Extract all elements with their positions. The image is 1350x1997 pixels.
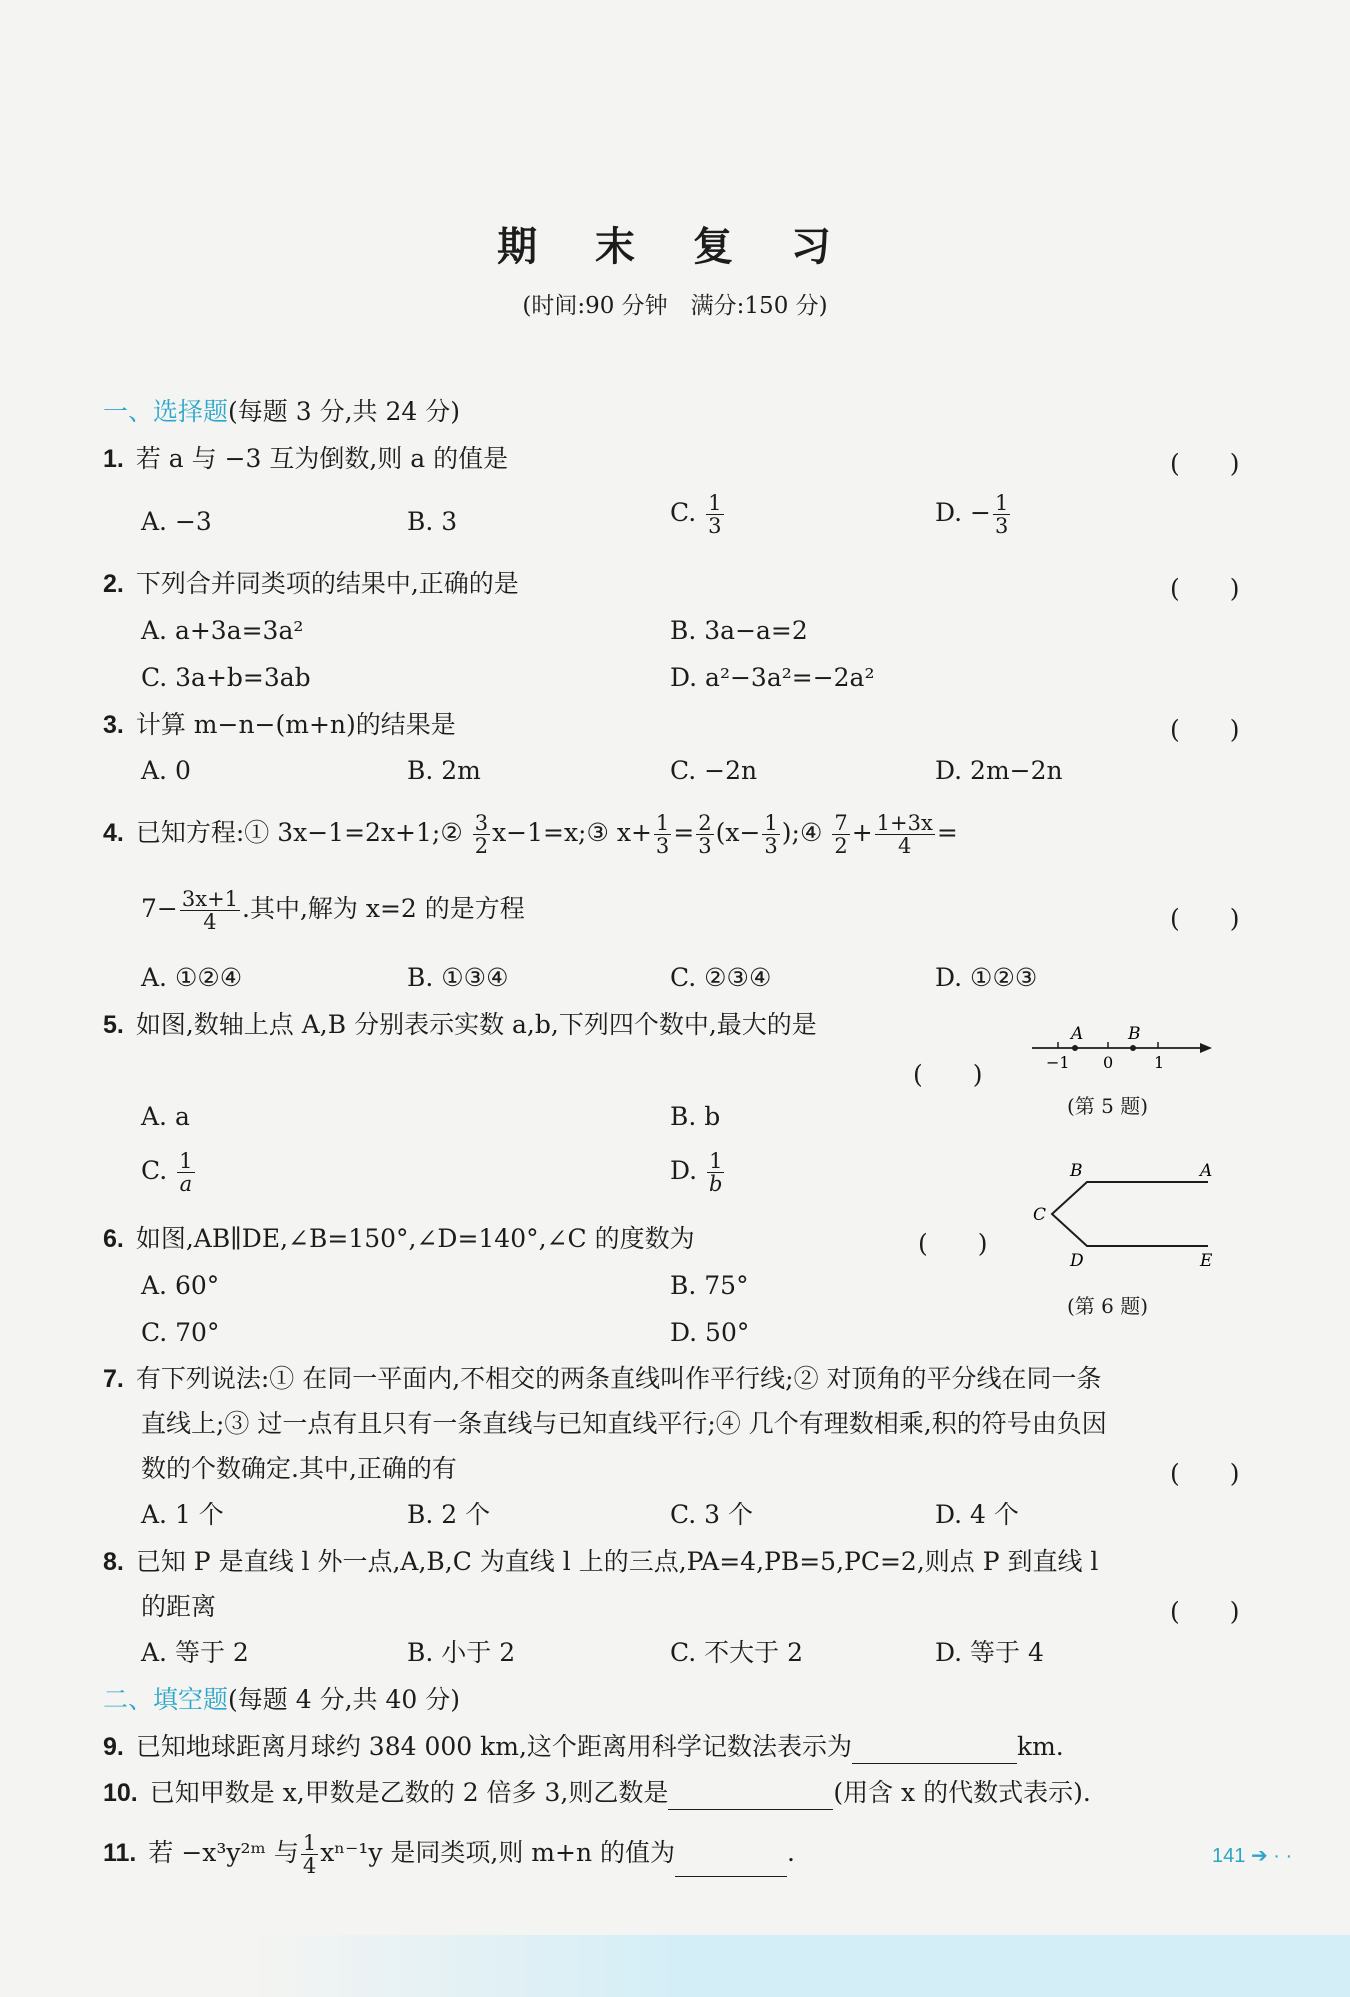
option-d[interactable]: D. a²−3a²=−2a² xyxy=(670,663,875,692)
answer-bracket[interactable]: ( ) xyxy=(913,1060,983,1089)
figure-caption: (第 6 题) xyxy=(1067,1294,1149,1318)
question-10 xyxy=(103,1776,1091,1810)
question-text: 若 −x³y²ᵐ 与 xyxy=(148,1838,299,1867)
fraction xyxy=(832,812,849,857)
denominator: 4 xyxy=(898,834,912,858)
answer-blank[interactable] xyxy=(852,1737,1017,1764)
fraction xyxy=(706,492,723,537)
option-b[interactable]: B. 3a−a=2 xyxy=(670,616,808,645)
numerator: 1 xyxy=(995,491,1009,515)
question-number: 4. xyxy=(103,819,124,847)
question-text: 如图,数轴上点 A,B 分别表示实数 a,b,下列四个数中,最大的是 xyxy=(135,1010,817,1039)
question-text: xⁿ⁻¹y 是同类项,则 m+n 的值为 xyxy=(320,1838,676,1867)
question-7-line-2: 直线上;③ 过一点有且只有一条直线与已知直线平行;④ 几个有理数相乘,积的符号由负因 xyxy=(141,1409,1107,1438)
numerator: 1+3x xyxy=(876,811,933,835)
section-label: 一、选择题 xyxy=(103,397,229,426)
question-text: = xyxy=(673,818,695,847)
label-one: 1 xyxy=(1154,1053,1165,1072)
option-label: C. xyxy=(670,498,697,527)
answer-bracket[interactable]: ( ) xyxy=(1170,904,1240,933)
question-4-line-2 xyxy=(141,888,525,933)
option-d[interactable]: D. 2m−2n xyxy=(935,756,1063,785)
option-d[interactable]: D. 等于 4 xyxy=(935,1638,1044,1667)
question-text: );④ xyxy=(781,818,831,847)
question-3 xyxy=(103,708,456,742)
denominator: 4 xyxy=(203,910,217,934)
option-a[interactable]: A. ①②④ xyxy=(141,963,243,992)
section-note: (每题 3 分,共 24 分) xyxy=(228,397,460,426)
section-heading-fill xyxy=(103,1683,460,1717)
question-number: 8. xyxy=(103,1548,124,1576)
fraction xyxy=(473,812,490,857)
numerator: 7 xyxy=(834,811,848,835)
page-title: 期 末 复 习 xyxy=(497,223,853,270)
point-a xyxy=(1072,1045,1078,1051)
option-b[interactable]: B. 小于 2 xyxy=(407,1638,516,1667)
question-text: .其中,解为 x=2 的是方程 xyxy=(242,894,525,923)
option-d[interactable]: D. 50° xyxy=(670,1318,750,1347)
question-2 xyxy=(103,567,519,601)
denominator: 4 xyxy=(302,1854,317,1878)
option-b[interactable]: B. b xyxy=(670,1102,721,1131)
question-6 xyxy=(103,1222,695,1256)
question-7-line-3: 数的个数确定.其中,正确的有 xyxy=(141,1454,457,1483)
question-text: 若 a 与 −3 互为倒数,则 a 的值是 xyxy=(135,444,509,473)
question-text: 已知方程:① 3x−1=2x+1;② xyxy=(135,818,471,847)
option-d[interactable] xyxy=(935,492,1012,537)
question-5 xyxy=(103,1008,817,1042)
parallel-lines-figure xyxy=(1025,1160,1225,1280)
numerator: 2 xyxy=(698,811,712,835)
question-number: 6. xyxy=(103,1225,124,1253)
label-e: E xyxy=(1200,1251,1213,1271)
question-text: 如图,AB∥DE,∠B=150°,∠D=140°,∠C 的度数为 xyxy=(135,1224,695,1253)
section-note: (每题 4 分,共 40 分) xyxy=(228,1685,460,1714)
option-a[interactable]: A. 等于 2 xyxy=(141,1638,249,1667)
option-c[interactable] xyxy=(141,1150,197,1195)
question-11 xyxy=(103,1832,795,1877)
question-text: 有下列说法:① 在同一平面内,不相交的两条直线叫作平行线;② 对顶角的平分线在同一条 xyxy=(135,1364,1102,1393)
question-number: 2. xyxy=(103,570,124,598)
question-number: 3. xyxy=(103,711,124,739)
option-label: D. xyxy=(670,1156,698,1185)
label-b: B xyxy=(1128,1024,1141,1044)
fraction xyxy=(654,812,671,857)
section-label: 二、填空题 xyxy=(103,1685,229,1714)
answer-blank[interactable] xyxy=(668,1783,833,1810)
question-text: 下列合并同类项的结果中,正确的是 xyxy=(135,569,519,598)
footer-band xyxy=(250,1935,1350,1997)
option-a[interactable]: A. 1 个 xyxy=(141,1500,224,1529)
answer-bracket[interactable]: ( ) xyxy=(1170,715,1240,744)
question-text: x−1=x;③ x+ xyxy=(492,818,652,847)
option-c[interactable]: C. 70° xyxy=(141,1318,220,1347)
question-8-line-1 xyxy=(103,1545,1098,1579)
option-c[interactable]: C. 不大于 2 xyxy=(670,1638,803,1667)
option-b[interactable]: B. 3 xyxy=(407,507,458,536)
label-d: D xyxy=(1070,1251,1084,1271)
arrow-icon: ➔ · · xyxy=(1250,1845,1293,1867)
fraction xyxy=(875,812,935,857)
label-a: A xyxy=(1200,1161,1213,1181)
question-text: = xyxy=(936,818,958,847)
fraction xyxy=(762,812,779,857)
option-b[interactable]: B. 2m xyxy=(407,756,481,785)
denominator: 3 xyxy=(698,834,712,858)
option-a[interactable]: A. a xyxy=(141,1102,190,1131)
option-a[interactable]: A. −3 xyxy=(141,507,212,536)
option-a[interactable]: A. 0 xyxy=(141,756,191,785)
answer-bracket[interactable]: ( ) xyxy=(1170,1597,1240,1626)
denominator: 3 xyxy=(995,514,1009,538)
option-label: D. − xyxy=(935,498,991,527)
question-text-tail: . xyxy=(787,1838,795,1867)
question-text: 已知 P 是直线 l 外一点,A,B,C 为直线 l 上的三点,PA=4,PB=5,PC=2,则点 P 到直线 l xyxy=(135,1547,1099,1576)
numerator: 1 xyxy=(179,1149,193,1173)
angle-path xyxy=(1052,1182,1208,1246)
denominator: 3 xyxy=(655,834,670,858)
question-number: 1. xyxy=(103,445,124,473)
number-line-figure xyxy=(1030,1020,1215,1075)
option-a[interactable]: A. a+3a=3a² xyxy=(141,616,304,645)
option-c[interactable]: C. −2n xyxy=(670,756,758,785)
denominator: a xyxy=(179,1172,193,1196)
fraction xyxy=(180,888,240,933)
option-d[interactable]: D. 4 个 xyxy=(935,1500,1019,1529)
section-heading-choice xyxy=(103,395,460,429)
question-9 xyxy=(103,1730,1064,1764)
fraction xyxy=(301,1832,318,1877)
page-number xyxy=(1212,1843,1292,1868)
answer-bracket[interactable]: ( ) xyxy=(1170,449,1240,478)
answer-bracket[interactable]: ( ) xyxy=(1170,1459,1240,1488)
question-text: 已知地球距离月球约 384 000 km,这个距离用科学记数法表示为 xyxy=(135,1732,852,1761)
question-number: 10. xyxy=(103,1779,138,1807)
denominator: b xyxy=(709,1172,723,1196)
option-c[interactable] xyxy=(670,492,726,537)
label-a: A xyxy=(1071,1024,1084,1044)
unit-text: km. xyxy=(1016,1732,1064,1761)
option-c[interactable]: C. ②③④ xyxy=(670,963,772,992)
answer-bracket[interactable]: ( ) xyxy=(918,1229,988,1258)
question-8-line-2: 的距离 xyxy=(141,1592,217,1621)
fraction xyxy=(993,492,1010,537)
numerator: 1 xyxy=(709,1149,723,1173)
option-b[interactable]: B. 75° xyxy=(670,1271,749,1300)
fraction xyxy=(177,1150,194,1195)
question-7-line-1 xyxy=(103,1362,1102,1396)
option-b[interactable]: B. 2 个 xyxy=(407,1500,491,1529)
label-b: B xyxy=(1070,1161,1083,1181)
option-d[interactable] xyxy=(670,1150,726,1195)
option-c[interactable]: C. 3a+b=3ab xyxy=(141,663,311,692)
page-number-text: 141 xyxy=(1212,1845,1246,1867)
question-number: 11. xyxy=(103,1839,137,1867)
question-text: 7− xyxy=(141,894,178,923)
question-text-tail: (用含 x 的代数式表示). xyxy=(833,1778,1091,1807)
question-number: 7. xyxy=(103,1365,124,1393)
option-a[interactable]: A. 60° xyxy=(141,1271,220,1300)
option-c[interactable]: C. 3 个 xyxy=(670,1500,753,1529)
fraction xyxy=(696,812,713,857)
question-text: (x− xyxy=(715,818,761,847)
question-text: 已知甲数是 x,甲数是乙数的 2 倍多 3,则乙数是 xyxy=(149,1778,669,1807)
numerator: 1 xyxy=(764,811,778,835)
option-label: C. xyxy=(141,1156,168,1185)
label-zero: 0 xyxy=(1103,1053,1114,1072)
denominator: 2 xyxy=(834,834,848,858)
option-b[interactable]: B. ①③④ xyxy=(407,963,509,992)
answer-bracket[interactable]: ( ) xyxy=(1170,574,1240,603)
numerator: 3 xyxy=(474,811,489,835)
option-d[interactable]: D. ①②③ xyxy=(935,963,1038,992)
question-4-line-1 xyxy=(103,812,958,857)
denominator: 3 xyxy=(708,514,722,538)
question-number: 9. xyxy=(103,1733,124,1761)
point-b xyxy=(1130,1045,1136,1051)
label-c: C xyxy=(1033,1205,1047,1225)
label-minus-one: −1 xyxy=(1046,1053,1070,1072)
denominator: 2 xyxy=(474,834,489,858)
question-text: 计算 m−n−(m+n)的结果是 xyxy=(135,710,456,739)
numerator: 1 xyxy=(655,811,670,835)
question-number: 5. xyxy=(103,1011,124,1039)
figure-caption: (第 5 题) xyxy=(1067,1094,1149,1118)
numerator: 3x+1 xyxy=(181,887,239,911)
numerator: 1 xyxy=(708,491,722,515)
fraction xyxy=(707,1150,724,1195)
denominator: 3 xyxy=(764,834,778,858)
page-subtitle: (时间:90 分钟 满分:150 分) xyxy=(522,293,828,319)
numerator: 1 xyxy=(302,1831,317,1855)
answer-blank[interactable] xyxy=(675,1850,787,1877)
question-1 xyxy=(103,442,508,476)
arrow-head xyxy=(1200,1043,1212,1053)
question-text: + xyxy=(851,818,873,847)
